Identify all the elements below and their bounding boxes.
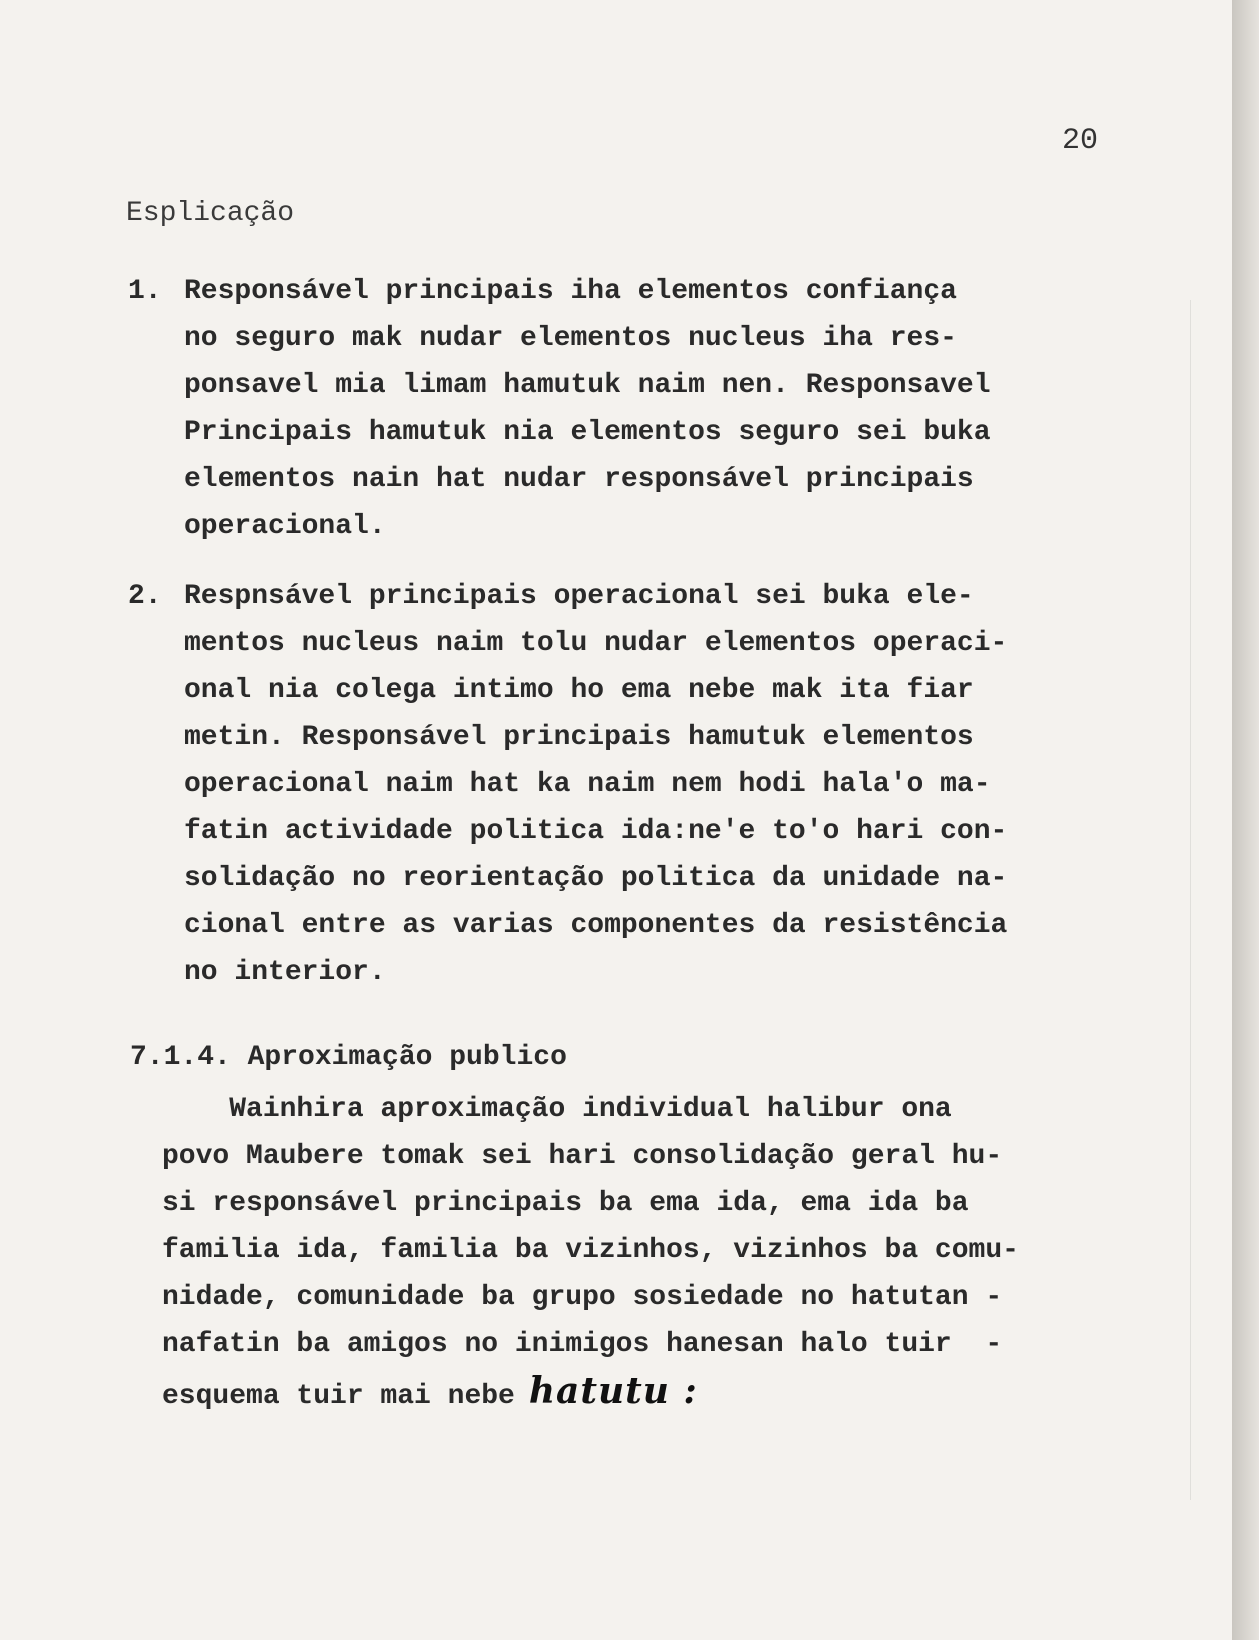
page-number: 20 xyxy=(1062,124,1099,158)
margin-line xyxy=(1190,300,1191,1500)
text-line: povo Maubere tomak sei hari consolidação geral hu- xyxy=(162,1141,1003,1172)
text-line: no seguro mak nudar elementos nucleus iha res- xyxy=(184,323,957,354)
typed-text: esquema tuir mai nebe xyxy=(162,1381,515,1412)
text-line: onal nia colega intimo ho ema nebe mak ita fiar xyxy=(184,675,974,706)
text-line: metin. Responsável principais hamutuk elementos xyxy=(184,722,974,753)
text-line-last xyxy=(162,1368,1019,1420)
text-line: Principais hamutuk nia elementos seguro sei buka xyxy=(184,417,991,448)
page-edge xyxy=(1232,0,1259,1640)
text-line: operacional. xyxy=(184,511,386,542)
text-line: elementos nain hat nudar responsável principais xyxy=(184,464,974,495)
text-line: operacional naim hat ka naim nem hodi hala'o ma- xyxy=(184,769,991,800)
text-line: fatin actividade politica ida:ne'e to'o hari con- xyxy=(184,816,1008,847)
list-item-1 xyxy=(128,268,991,550)
section-heading: Esplicação xyxy=(126,198,295,229)
text-line: no interior. xyxy=(184,957,386,988)
text-line: Responsável principais iha elementos confiança xyxy=(184,276,957,307)
text-line: familia ida, familia ba vizinhos, vizinhos ba comu- xyxy=(162,1235,1019,1266)
text-line: Respnsável principais operacional sei buka ele- xyxy=(184,581,974,612)
subsection-heading: 7.1.4. Aproximação publico xyxy=(130,1042,567,1073)
list-item-number: 1. xyxy=(128,276,162,307)
text-line: Wainhira aproximação individual halibur ona xyxy=(162,1094,952,1125)
list-item-number: 2. xyxy=(128,581,162,612)
text-line: nidade, comunidade ba grupo sosiedade no hatutan - xyxy=(162,1282,1003,1313)
text-line: nafatin ba amigos no inimigos hanesan halo tuir - xyxy=(162,1329,1003,1360)
subsection-paragraph xyxy=(162,1086,1019,1420)
text-line: cional entre as varias componentes da resistência xyxy=(184,910,1008,941)
list-item-2 xyxy=(128,573,1008,996)
handwritten-annotation: hatutu : xyxy=(528,1370,698,1412)
text-line: si responsável principais ba ema ida, ema ida ba xyxy=(162,1188,969,1219)
text-line: ponsavel mia limam hamutuk naim nen. Responsavel xyxy=(184,370,991,401)
text-line: solidação no reorientação politica da unidade na- xyxy=(184,863,1008,894)
text-line: mentos nucleus naim tolu nudar elementos operaci- xyxy=(184,628,1008,659)
